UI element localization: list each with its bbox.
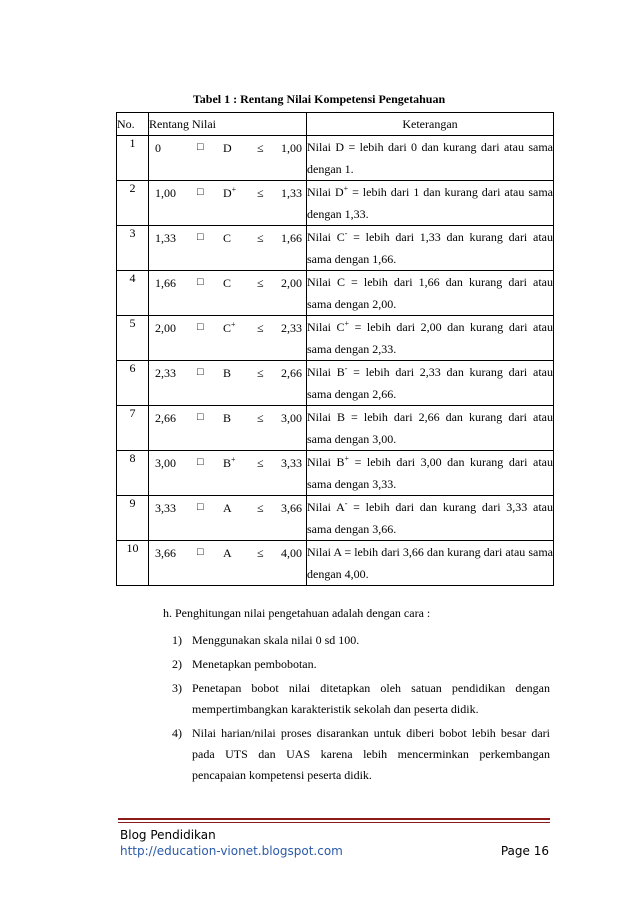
missing-glyph-box: □ — [197, 321, 204, 333]
description-prefix: Nilai A — [307, 500, 345, 514]
description-text: = lebih dari dan kurang dari 3,33 atau sama dengan 3,66. — [307, 500, 553, 536]
description-cell: Nilai A = lebih dari 3,66 dan kurang dari atau sama dengan 4,00. — [307, 541, 554, 586]
description-text: = lebih dari 1 dan kurang dari atau sama dengan 1,33. — [307, 185, 553, 221]
description-prefix: Nilai D — [307, 185, 344, 199]
table-row — [117, 451, 554, 496]
list-item-text: Penetapan bobot nilai ditetapkan oleh satuan pendidikan dengan mempertimbangkan karakteristik sekolah dan peserta didik. — [192, 681, 550, 716]
grade-letter-text: A — [223, 501, 232, 515]
description-cell — [307, 181, 554, 226]
table-row — [117, 226, 554, 271]
grade-letter — [223, 141, 232, 156]
range-upper-bound: 4,00 — [281, 546, 302, 560]
description-text: = lebih dari 1,33 dan kurang dari atau sama dengan 1,66. — [307, 230, 553, 266]
range-upper-bound: 3,33 — [281, 456, 302, 470]
grade-letter — [223, 411, 231, 426]
description-cell — [307, 361, 554, 406]
description-cell: Nilai B = lebih dari 2,66 dan kurang dari atau sama dengan 3,00. — [307, 406, 554, 451]
description-modifier: - — [344, 499, 348, 508]
row-number: 7 — [117, 406, 149, 451]
range-cell — [149, 496, 307, 541]
description-cell: Nilai C = lebih dari 1,66 dan kurang dari atau sama dengan 2,00. — [307, 271, 554, 316]
range-upper-bound: 1,66 — [281, 231, 302, 245]
range-cell — [149, 136, 307, 181]
header-description: Keterangan — [307, 113, 554, 136]
description-text: = lebih dari 2,00 dan kurang dari atau sama dengan 2,33. — [307, 320, 553, 356]
table-title: Tabel 1 : Rentang Nilai Kompetensi Pengetahuan — [192, 92, 446, 106]
grade-letter — [223, 456, 236, 471]
list-item-number: 3) — [172, 681, 182, 695]
description-cell — [307, 226, 554, 271]
missing-glyph-box: □ — [197, 456, 204, 468]
calculation-steps-list — [172, 630, 550, 789]
row-number: 4 — [117, 271, 149, 316]
missing-glyph-box: □ — [197, 366, 204, 378]
competency-range-table — [116, 112, 554, 586]
missing-glyph-box: □ — [197, 546, 204, 558]
table-row — [117, 271, 554, 316]
grade-letter-text: B — [223, 411, 232, 425]
grade-letter — [223, 321, 236, 336]
description-cell: Nilai D = lebih dari 0 dan kurang dari atau sama dengan 1. — [307, 136, 554, 181]
row-number: 8 — [117, 451, 149, 496]
description-prefix: Nilai B — [307, 455, 345, 469]
description-prefix: Nilai B — [307, 365, 345, 379]
range-cell — [149, 451, 307, 496]
list-item-number: 2) — [172, 657, 182, 671]
footer-rule-thin — [118, 822, 550, 823]
less-or-equal-sign: ≤ — [257, 321, 264, 335]
footer-rule — [118, 818, 550, 820]
list-item-text: Menetapkan pembobotan. — [192, 657, 317, 671]
header-no: No. — [117, 113, 149, 136]
row-number: 5 — [117, 316, 149, 361]
row-number: 9 — [117, 496, 149, 541]
footer-url-link[interactable]: http://education-vionet.blogspot.com — [120, 844, 343, 858]
less-or-equal-sign: ≤ — [257, 411, 264, 425]
range-lower-bound: 2,33 — [155, 366, 176, 380]
range-lower-bound: 3,66 — [155, 546, 176, 560]
grade-letter — [223, 546, 232, 561]
missing-glyph-box: □ — [197, 411, 204, 423]
range-lower-bound: 2,66 — [155, 411, 176, 425]
row-number: 6 — [117, 361, 149, 406]
range-lower-bound: 1,33 — [155, 231, 176, 245]
less-or-equal-sign: ≤ — [257, 366, 264, 380]
less-or-equal-sign: ≤ — [257, 231, 264, 245]
range-lower-bound: 1,66 — [155, 276, 176, 290]
list-item — [172, 654, 550, 675]
description-text: = lebih dari 2,33 dan kurang dari atau sama dengan 2,66. — [307, 365, 553, 401]
missing-glyph-box: □ — [197, 231, 204, 243]
description-text: = lebih dari 3,00 dan kurang dari atau sama dengan 3,33. — [307, 455, 553, 491]
page-number: Page 16 — [500, 844, 549, 858]
range-lower-bound: 1,00 — [155, 186, 176, 200]
grade-modifier: + — [231, 455, 236, 464]
grade-letter-text: B — [223, 456, 232, 470]
range-cell — [149, 226, 307, 271]
list-item-number: 4) — [172, 726, 182, 740]
less-or-equal-sign: ≤ — [257, 141, 264, 155]
missing-glyph-box: □ — [197, 186, 204, 198]
grade-letter — [223, 276, 231, 291]
description-cell — [307, 496, 554, 541]
row-number: 3 — [117, 226, 149, 271]
row-number: 1 — [117, 136, 149, 181]
grade-letter — [223, 231, 231, 246]
table-row — [117, 181, 554, 226]
header-range: Rentang Nilai — [149, 113, 307, 136]
description-modifier: + — [344, 319, 350, 328]
list-item — [172, 678, 550, 720]
range-lower-bound: 2,00 — [155, 321, 176, 335]
grade-modifier: + — [231, 320, 236, 329]
range-cell — [149, 316, 307, 361]
description-modifier: + — [344, 454, 350, 463]
less-or-equal-sign: ≤ — [257, 456, 264, 470]
grade-letter-text: C — [223, 321, 232, 335]
range-upper-bound: 3,66 — [281, 501, 302, 515]
list-item-text: Nilai harian/nilai proses disarankan untuk diberi bobot lebih besar dari pada UTS dan UAS karena lebih mencerminkan perkembangan pencapaian kompetensi peserta didik. — [192, 726, 550, 782]
missing-glyph-box: □ — [197, 141, 204, 153]
missing-glyph-box: □ — [197, 276, 204, 288]
less-or-equal-sign: ≤ — [257, 186, 264, 200]
grade-letter-text: D — [223, 186, 232, 200]
range-cell — [149, 271, 307, 316]
description-modifier: - — [344, 229, 348, 238]
row-number: 10 — [117, 541, 149, 586]
table-row — [117, 406, 554, 451]
list-item-number: 1) — [172, 633, 182, 647]
table-row — [117, 541, 554, 586]
table-row — [117, 496, 554, 541]
section-heading: h. Penghitungan nilai pengetahuan adalah dengan cara : — [163, 606, 431, 620]
description-prefix: Nilai C — [307, 320, 345, 334]
footer-blog-name: Blog Pendidikan — [120, 828, 216, 842]
range-upper-bound: 3,00 — [281, 411, 302, 425]
grade-letter — [223, 186, 236, 201]
grade-letter-text: A — [223, 546, 232, 560]
less-or-equal-sign: ≤ — [257, 546, 264, 560]
range-cell — [149, 361, 307, 406]
description-modifier: - — [344, 364, 348, 373]
range-lower-bound: 3,33 — [155, 501, 176, 515]
range-lower-bound: 3,00 — [155, 456, 176, 470]
range-upper-bound: 1,00 — [281, 141, 302, 155]
less-or-equal-sign: ≤ — [257, 501, 264, 515]
range-cell — [149, 406, 307, 451]
grade-letter-text: D — [223, 141, 232, 155]
row-number: 2 — [117, 181, 149, 226]
range-cell — [149, 181, 307, 226]
missing-glyph-box: □ — [197, 501, 204, 513]
grade-letter-text: C — [223, 276, 232, 290]
table-row — [117, 316, 554, 361]
table-row — [117, 361, 554, 406]
range-upper-bound: 2,33 — [281, 321, 302, 335]
range-upper-bound: 1,33 — [281, 186, 302, 200]
less-or-equal-sign: ≤ — [257, 276, 264, 290]
description-prefix: Nilai C — [307, 230, 345, 244]
range-upper-bound: 2,00 — [281, 276, 302, 290]
grade-letter-text: C — [223, 231, 232, 245]
grade-modifier: + — [231, 185, 237, 194]
table-header-row — [117, 113, 554, 136]
grade-letter — [223, 366, 231, 381]
list-item — [172, 630, 550, 651]
range-lower-bound: 0 — [155, 141, 161, 155]
table-row — [117, 136, 554, 181]
list-item — [172, 723, 550, 786]
description-modifier: + — [343, 184, 349, 193]
grade-letter-text: B — [223, 366, 232, 380]
description-cell — [307, 451, 554, 496]
range-cell — [149, 541, 307, 586]
range-upper-bound: 2,66 — [281, 366, 302, 380]
description-cell — [307, 316, 554, 361]
grade-letter — [223, 501, 232, 516]
list-item-text: Menggunakan skala nilai 0 sd 100. — [192, 633, 360, 647]
